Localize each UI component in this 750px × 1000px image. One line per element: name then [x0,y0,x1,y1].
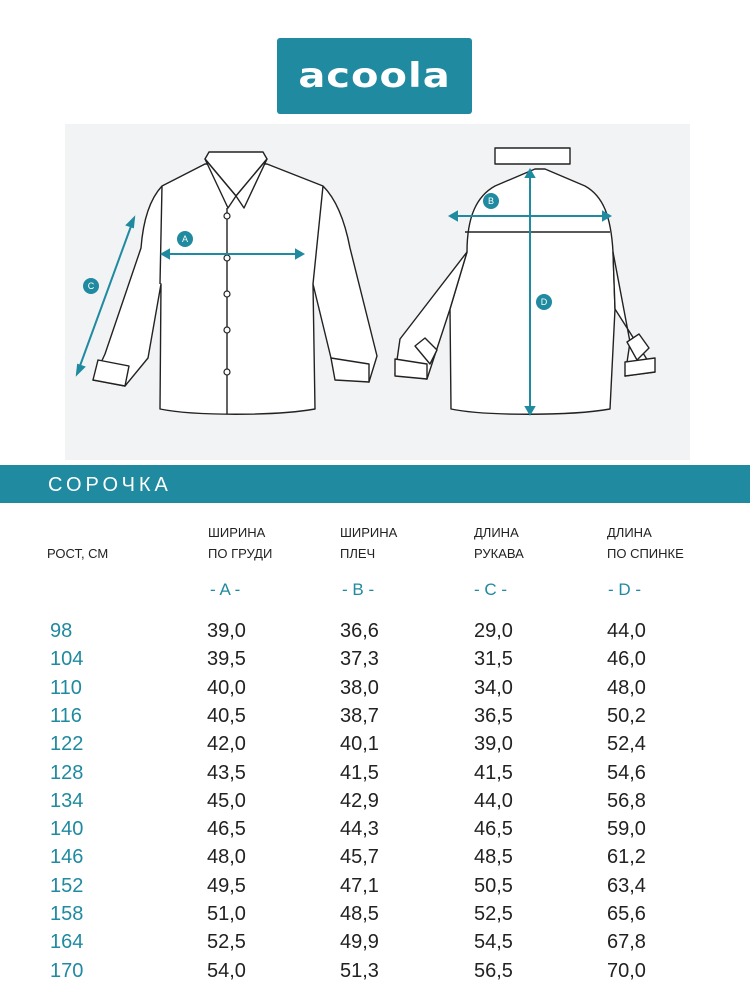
marker-b: B [483,193,499,209]
row-value-b: 40,1 [340,733,379,756]
table-row [0,875,750,903]
row-size: 128 [50,761,84,784]
row-value-b: 48,5 [340,903,379,925]
row-value-a: 39,0 [207,620,246,642]
row-value-b: 38,0 [340,676,379,699]
row-value-b: 47,1 [340,874,379,897]
row-value-b: 51,3 [340,959,379,982]
marker-a: A [177,231,193,247]
table-row [0,846,750,874]
row-size: 116 [50,704,82,727]
row-value-c: 39,0 [474,733,513,756]
row-value-c: 31,5 [474,648,513,671]
row-value-b: 42,9 [340,789,379,812]
row-value-a: 45,0 [207,789,246,812]
table-row [0,620,750,648]
row-size: 152 [50,874,84,897]
row-size: 146 [50,846,84,869]
letter-c: - C - [474,580,508,599]
row-value-b: 49,9 [340,931,379,954]
row-value-d: 59,0 [607,818,646,841]
header-sleeve-length: ДЛИНА РУКАВА [474,525,524,561]
letter-d: - D - [608,580,642,599]
row-value-d: 56,8 [607,789,646,812]
table-row [0,733,750,761]
row-value-b: 45,7 [340,846,379,869]
row-value-b: 41,5 [340,761,379,784]
row-value-c: 54,5 [474,931,513,954]
table-row [0,648,750,676]
row-value-c: 56,5 [474,959,513,982]
row-value-d: 65,6 [607,903,646,925]
row-value-d: 50,2 [607,704,646,727]
row-size: 158 [50,903,84,925]
table-row [0,705,750,733]
row-value-d: 44,0 [607,620,646,642]
row-value-c: 46,5 [474,818,513,841]
row-size: 134 [50,789,84,812]
row-value-c: 52,5 [474,903,513,925]
row-value-a: 39,5 [207,648,246,671]
letter-a: - A - [210,580,241,599]
row-value-b: 38,7 [340,704,379,727]
row-size: 110 [50,676,82,699]
row-value-d: 46,0 [607,648,646,671]
row-value-a: 48,0 [207,846,246,869]
row-value-b: 37,3 [340,648,379,671]
row-value-c: 50,5 [474,874,513,897]
row-value-a: 40,0 [207,676,246,699]
row-value-d: 67,8 [607,931,646,954]
marker-c: C [83,278,99,294]
row-size: 98 [50,620,73,642]
row-value-d: 63,4 [607,874,646,897]
header-shoulder-width: ШИРИНА ПЛЕЧ [340,525,398,561]
table-row [0,903,750,931]
row-value-d: 61,2 [607,846,646,869]
section-title-band [0,465,750,503]
brand-logo-text: acoola [298,56,451,96]
header-size: РОСТ, СМ [47,546,109,561]
row-value-b: 36,6 [340,620,379,642]
row-value-d: 48,0 [607,676,646,699]
table-row [0,818,750,846]
row-size: 104 [50,648,84,671]
header-back-length: ДЛИНА ПО СПИНКЕ [607,525,684,561]
row-value-d: 54,6 [607,761,646,784]
row-value-a: 49,5 [207,874,246,897]
row-value-c: 34,0 [474,676,513,699]
row-value-c: 48,5 [474,846,513,869]
shirt-diagram [65,124,690,460]
header-chest-width: ШИРИНА ПО ГРУДИ [208,525,273,561]
brand-logo [277,38,472,114]
row-value-c: 36,5 [474,704,513,727]
row-size: 140 [50,818,84,841]
row-size: 170 [50,959,84,982]
table-row [0,931,750,959]
table-row [0,960,750,988]
row-value-a: 43,5 [207,761,246,784]
section-title: СОРОЧКА [48,474,172,496]
row-value-a: 40,5 [207,704,246,727]
table-row [0,677,750,705]
row-value-d: 52,4 [607,733,646,756]
row-value-c: 29,0 [474,620,513,642]
row-value-a: 54,0 [207,959,246,982]
row-size: 122 [50,733,84,756]
row-value-a: 51,0 [207,903,246,925]
row-value-a: 42,0 [207,733,246,756]
row-value-d: 70,0 [607,959,646,982]
table-row [0,762,750,790]
letter-b: - B - [342,580,375,599]
row-value-a: 46,5 [207,818,246,841]
table-row [0,790,750,818]
row-value-c: 41,5 [474,761,513,784]
row-size: 164 [50,931,84,954]
marker-d: D [536,294,552,310]
shirt-drawing [65,124,690,460]
row-value-c: 44,0 [474,789,513,812]
row-value-a: 52,5 [207,931,246,954]
row-value-b: 44,3 [340,818,379,841]
